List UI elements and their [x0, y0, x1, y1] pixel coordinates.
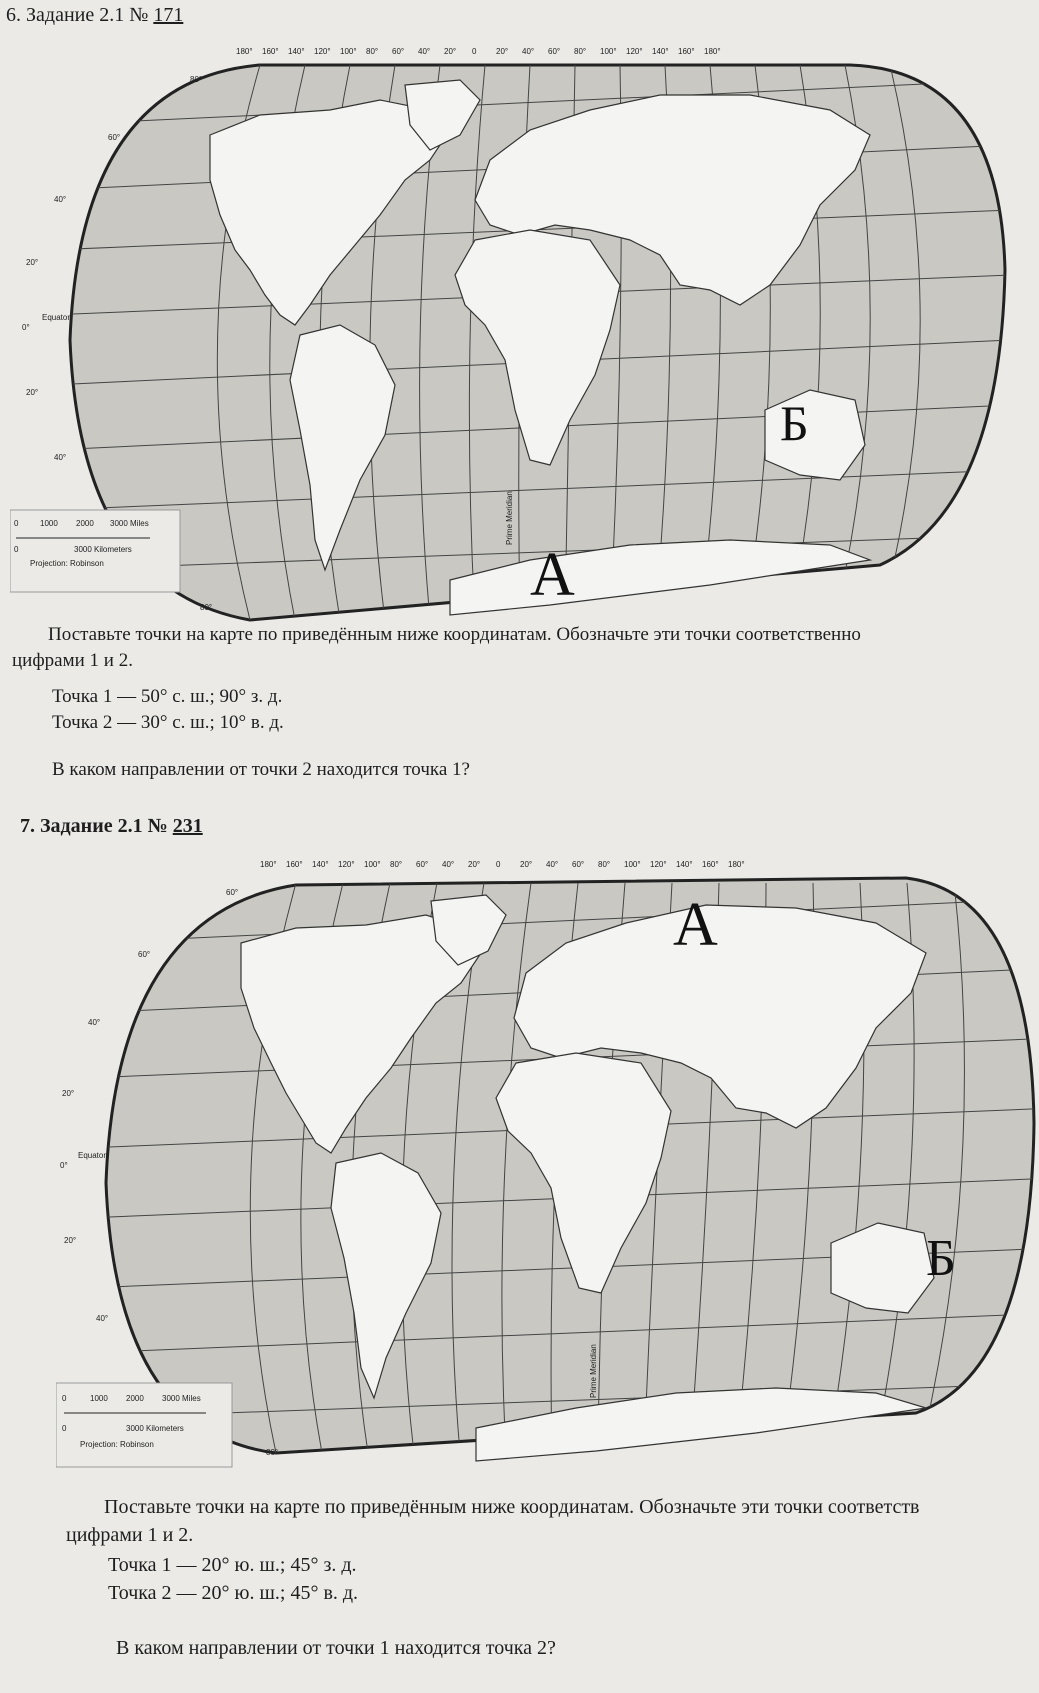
task-7-instruction-1: Поставьте точки на карте по приведённым ниже координатам. Обозначьте эти точки соответств [104, 1496, 920, 1518]
top-tick: 80° [390, 860, 403, 869]
equator-label: Equator [78, 1151, 107, 1160]
scale-mile-tick: 3000 Miles [110, 519, 149, 528]
task-6-instruction-1: Поставьте точки на карте по приведённым ниже координатам. Обозначьте эти точки соответственно [48, 624, 861, 645]
scale-mile-tick: 0 [62, 1394, 67, 1403]
projection-label: Projection: Robinson [80, 1440, 154, 1449]
top-tick: 60° [572, 860, 585, 869]
top-tick: 40° [546, 860, 559, 869]
top-tick: 60° [392, 47, 405, 56]
top-tick: 80° [574, 47, 587, 56]
map-label-a: А [673, 891, 718, 959]
task-6-point-2: Точка 2 — 30° с. ш.; 10° в. д. [52, 712, 284, 733]
scale-mile-tick: 3000 Miles [162, 1394, 201, 1403]
map-label-b: Б [780, 395, 809, 451]
map-label-a: А [530, 541, 575, 609]
top-tick: 20° [496, 47, 509, 56]
scale-mile-tick: 0 [14, 519, 19, 528]
prime-meridian-label: Prime Meridian [505, 491, 514, 545]
top-tick: 40° [442, 860, 455, 869]
scale-mile-tick: 1000 [90, 1394, 108, 1403]
projection-label: Projection: Robinson [30, 559, 104, 568]
left-tick: 40° [88, 1018, 101, 1027]
top-tick: 140° [288, 47, 305, 56]
top-tick: 100° [364, 860, 381, 869]
scale-km-tick: 3000 Kilometers [74, 545, 132, 554]
left-tick: 60° [226, 888, 239, 897]
map-label-b: Б [926, 1230, 956, 1287]
left-tick: 40° [54, 195, 67, 204]
top-tick: 0 [496, 860, 501, 869]
scale-box-1 [10, 510, 180, 592]
bottom-tick: 80° [200, 603, 213, 612]
top-tick: 160° [286, 860, 303, 869]
scale-mile-tick: 2000 [76, 519, 94, 528]
top-tick: 180° [704, 47, 721, 56]
task-6-heading: 6. Задание 2.1 № 171 [6, 4, 184, 26]
left-tick: 0° [22, 323, 30, 332]
task-6-number[interactable]: 171 [153, 4, 184, 26]
top-ticks-1 [236, 47, 721, 56]
top-tick: 40° [418, 47, 431, 56]
top-tick: 20° [520, 860, 533, 869]
top-tick: 120° [650, 860, 667, 869]
task-6-question: В каком направлении от точки 2 находится точка 1? [52, 759, 470, 780]
left-tick: 20° [26, 388, 39, 397]
top-tick: 60° [548, 47, 561, 56]
top-tick: 180° [728, 860, 745, 869]
task-6-point-1: Точка 1 — 50° с. ш.; 90° з. д. [52, 686, 283, 707]
world-map-1-svg [10, 40, 1010, 630]
world-map-2-svg [56, 853, 1036, 1473]
top-tick: 160° [262, 47, 279, 56]
left-tick: 20° [62, 1089, 75, 1098]
top-tick: 40° [522, 47, 535, 56]
top-ticks-2 [260, 860, 745, 869]
top-tick: 100° [624, 860, 641, 869]
left-tick: 60° [138, 950, 151, 959]
task-7-question: В каком направлении от точки 1 находится точка 2? [116, 1637, 556, 1659]
top-tick: 0 [472, 47, 477, 56]
top-tick: 140° [652, 47, 669, 56]
top-tick: 100° [600, 47, 617, 56]
task-7-instruction-2: цифрами 1 и 2. [66, 1524, 194, 1546]
equator-label: Equator [42, 313, 71, 322]
left-tick: 40° [54, 453, 67, 462]
scale-mile-tick: 2000 [126, 1394, 144, 1403]
top-tick: 20° [444, 47, 457, 56]
top-tick: 120° [338, 860, 355, 869]
australia [831, 1223, 934, 1313]
task-7-point-1: Точка 1 — 20° ю. ш.; 45° з. д. [108, 1554, 357, 1576]
top-tick: 160° [678, 47, 695, 56]
left-tick: 40° [96, 1314, 109, 1323]
task-7-point-2: Точка 2 — 20° ю. ш.; 45° в. д. [108, 1582, 359, 1604]
bottom-tick: 80° [266, 1448, 279, 1457]
scale-km-tick: 3000 Kilometers [126, 1424, 184, 1433]
top-tick: 20° [468, 860, 481, 869]
top-tick: 140° [676, 860, 693, 869]
scale-box-2 [56, 1383, 232, 1467]
left-tick: 20° [64, 1236, 77, 1245]
scale-km-tick: 0 [14, 545, 19, 554]
scale-mile-tick: 1000 [40, 519, 58, 528]
task-7-heading: 7. Задание 2.1 № 231 [20, 815, 203, 837]
left-tick: 60° [108, 133, 121, 142]
top-tick: 100° [340, 47, 357, 56]
top-tick: 180° [236, 47, 253, 56]
top-tick: 120° [314, 47, 331, 56]
task-6-instruction-2: цифрами 1 и 2. [12, 650, 133, 671]
top-tick: 120° [626, 47, 643, 56]
left-tick: 0° [60, 1161, 68, 1170]
prime-meridian-label: Prime Meridian [589, 1344, 598, 1398]
top-tick: 160° [702, 860, 719, 869]
top-tick: 80° [598, 860, 611, 869]
left-tick: 20° [26, 258, 39, 267]
world-map-1 [10, 40, 1010, 630]
top-tick: 80° [366, 47, 379, 56]
top-tick: 60° [416, 860, 429, 869]
world-map-2 [56, 853, 1036, 1473]
scale-km-tick: 0 [62, 1424, 67, 1433]
left-tick: 80° [190, 75, 203, 84]
top-tick: 180° [260, 860, 277, 869]
top-tick: 140° [312, 860, 329, 869]
task-7-number[interactable]: 231 [172, 815, 203, 837]
